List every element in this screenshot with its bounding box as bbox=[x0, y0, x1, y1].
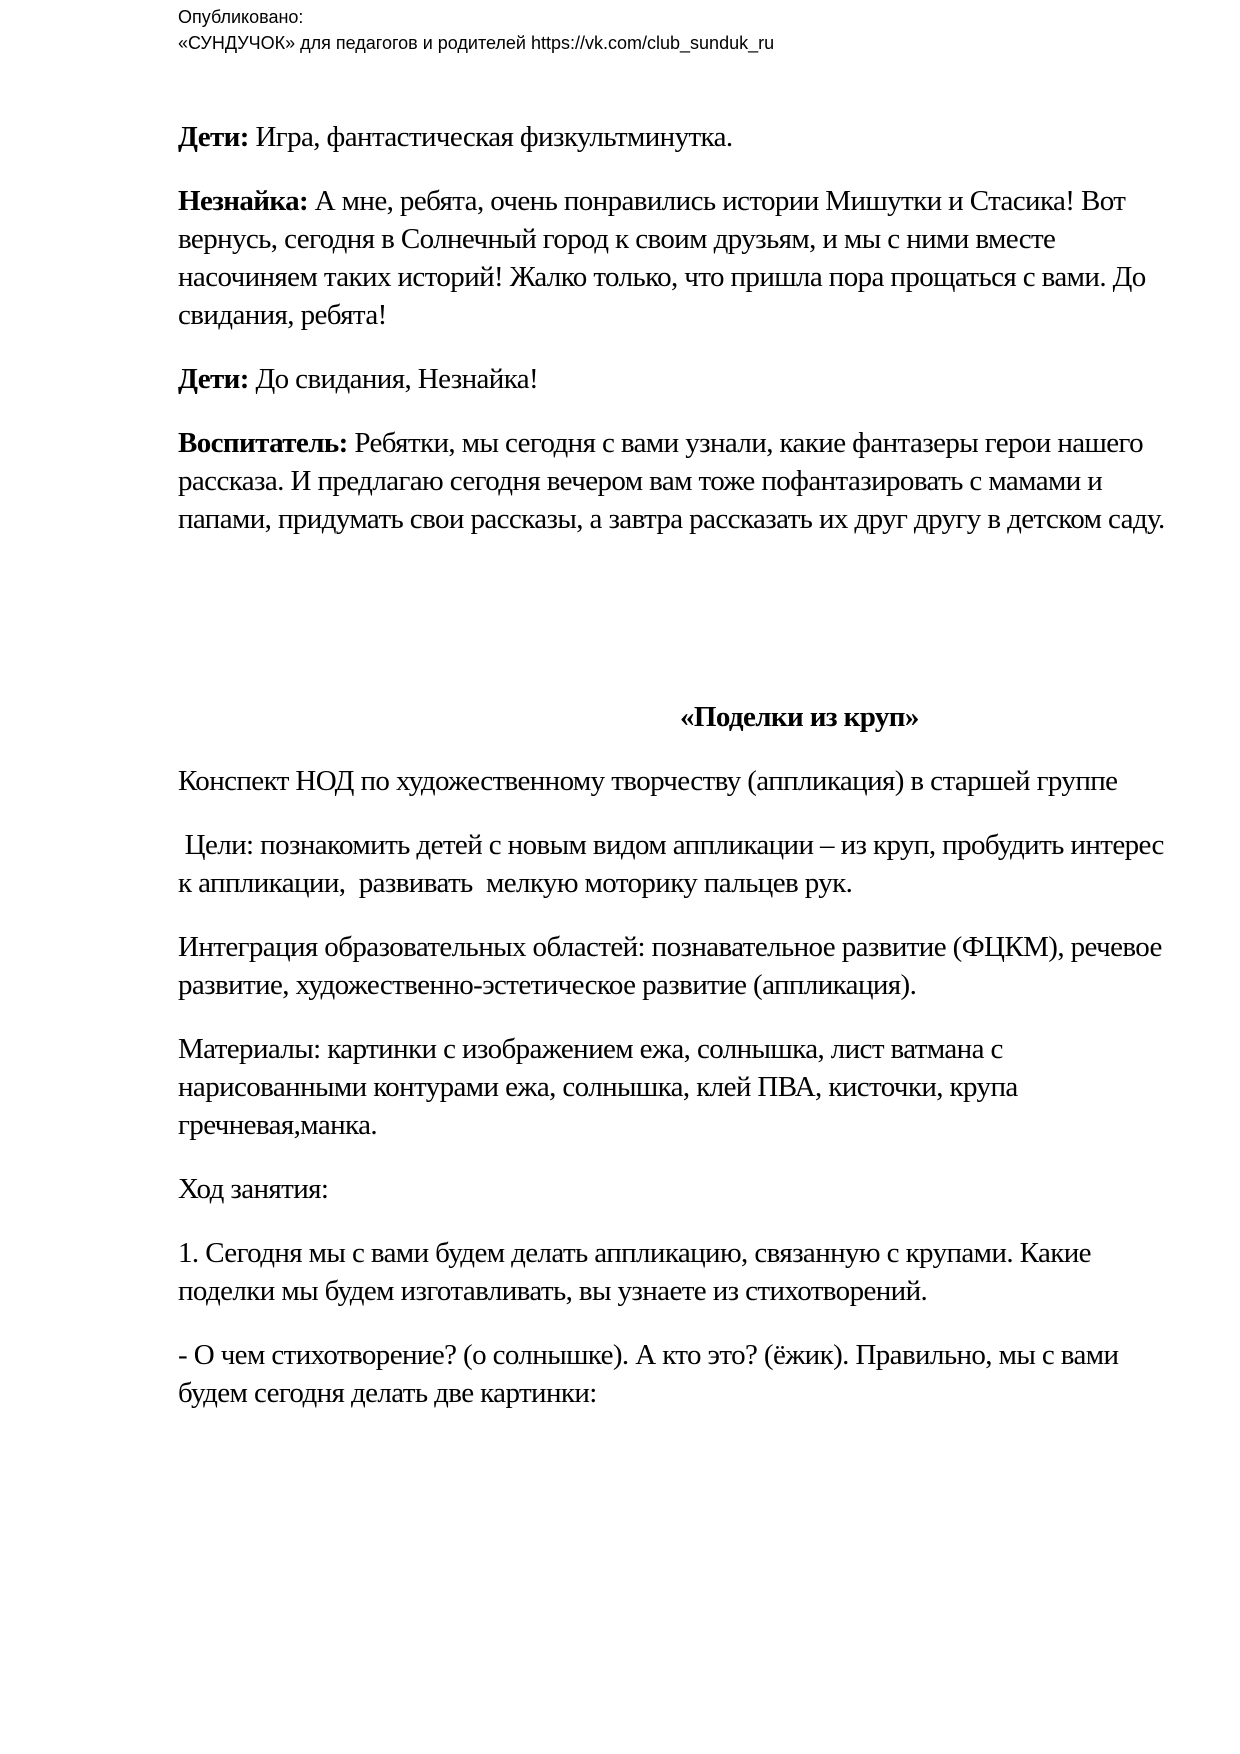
paragraph: 1. Сегодня мы с вами будем делать аппликацию, связанную с крупами. Какие поделки мы будем изготавливать, вы узнаете из стихотворений. bbox=[178, 1237, 1091, 1307]
speaker-label: Незнайка: bbox=[178, 185, 309, 217]
paragraph: - О чем стихотворение? (о солнышке). А кто это? (ёжик). Правильно, мы с вами будем сегодня делать две картинки: bbox=[178, 1339, 1119, 1409]
paragraph: Ход занятия: bbox=[178, 1173, 329, 1205]
published-header bbox=[178, 4, 774, 56]
speech-text: А мне, ребята, очень понравились истории Мишутки и Стасика! Вот вернусь, сегодня в Солнечный город к своим друзьям, и мы с ними вместе насочиняем таких историй! Жалко только, что пришла пора прощаться с вами. До свидания, ребята! bbox=[178, 185, 1146, 331]
dialogue-line bbox=[178, 118, 1178, 156]
paragraph: Интеграция образовательных областей: познавательное развитие (ФЦКМ), речевое развитие, художественно-эстетическое развитие (аппликация). bbox=[178, 931, 1162, 1001]
published-label: Опубликовано: bbox=[178, 7, 304, 27]
section-title: «Поделки из круп» bbox=[680, 701, 919, 733]
dialogue-line bbox=[178, 360, 1178, 398]
document-body bbox=[178, 118, 1178, 1412]
speech-text: Ребятки, мы сегодня с вами узнали, какие фантазеры герои нашего рассказа. И предлагаю сегодня вечером вам тоже пофантазировать с мамами и папами, придумать свои рассказы, а завтра рассказать их друг другу в детском саду. bbox=[178, 427, 1165, 535]
published-source: «СУНДУЧОК» для педагогов и родителей https://vk.com/club_sunduk_ru bbox=[178, 33, 775, 53]
speaker-label: Воспитатель: bbox=[178, 427, 348, 459]
speaker-label: Дети: bbox=[178, 363, 249, 395]
paragraph: Цели: познакомить детей с новым видом аппликации – из круп, пробудить интерес к аппликации, развивать мелкую моторику пальцев рук. bbox=[178, 829, 1171, 899]
speech-text: До свидания, Незнайка! bbox=[248, 363, 539, 395]
speaker-label: Дети: bbox=[178, 121, 249, 153]
paragraph: Материалы: картинки с изображением ежа, солнышка, лист ватмана с нарисованными контурами ежа, солнышка, клей ПВА, кисточки, крупа гречневая,манка. bbox=[178, 1033, 1018, 1141]
paragraph: Конспект НОД по художественному творчеству (аппликация) в старшей группе bbox=[178, 765, 1118, 797]
dialogue-line bbox=[178, 182, 1178, 334]
speech-text: Игра, фантастическая физкультминутка. bbox=[248, 121, 733, 153]
dialogue-line bbox=[178, 424, 1178, 538]
